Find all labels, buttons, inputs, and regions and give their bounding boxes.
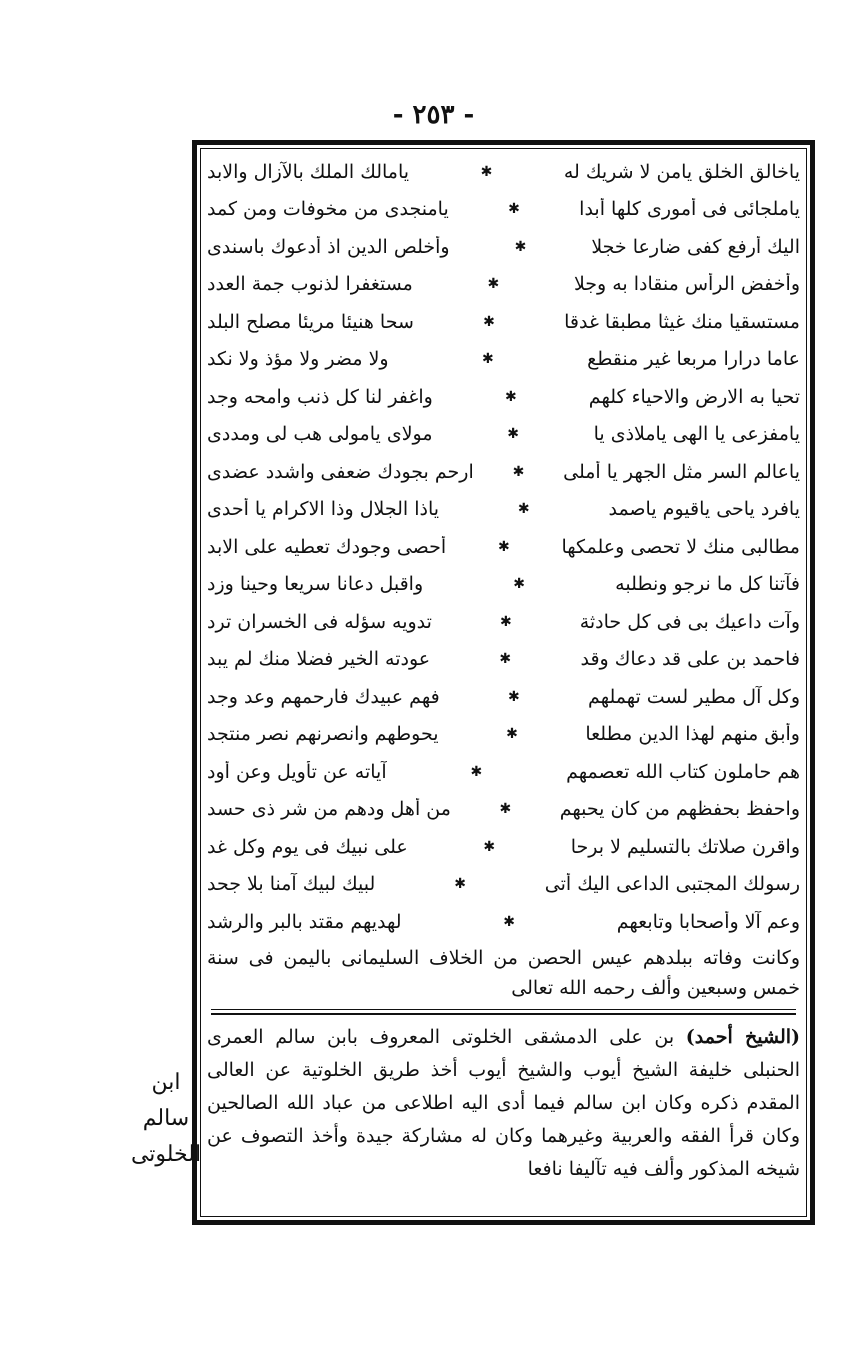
poem-verse <box>207 903 800 941</box>
verse-separator-star-icon: ✱ <box>483 838 496 855</box>
verse-second-hemistich: وأخلص الدين اذ أدعوك باسندى <box>207 235 450 258</box>
verse-second-hemistich: تدويه سؤله فى الخسران ترد <box>207 610 432 633</box>
verse-second-hemistich: عودته الخير فضلا منك لم يبد <box>207 648 431 671</box>
verse-first-hemistich: فآتنا كل ما نرجو ونطلبه <box>615 573 800 596</box>
poem-verse <box>207 678 800 716</box>
biography-text: بن على الدمشقى الخلوتى المعروف بابن سالم العمرى الحنبلى خليفة الشيخ أيوب والشيخ أيوب أخذ طريق الخلوتية عن العالى المقدم ذكره وكان ابن سالم فيما أدى اليه اطلاعى من عباد الله الصالحين وكان قرأ الفقه والعربية وغيرهما وكان له مشاركة جيدة وأخذ التصوف عن شيخه المذكور وألف فيه تآليفا نافعا <box>207 1025 800 1180</box>
poem-verse <box>207 566 800 604</box>
verse-separator-star-icon: ✱ <box>514 238 527 255</box>
verse-separator-star-icon: ✱ <box>506 726 518 743</box>
poem-verse <box>207 641 800 679</box>
verse-second-hemistich: من أهل ودهم من شر ذى حسد <box>207 798 451 821</box>
verse-second-hemistich: لهديهم مقتد بالبر والرشد <box>207 910 402 933</box>
verse-separator-star-icon: ✱ <box>503 913 516 930</box>
verse-separator-star-icon: ✱ <box>512 463 525 480</box>
poem-verse <box>207 603 800 641</box>
poem-verse <box>207 791 800 829</box>
verse-separator-star-icon: ✱ <box>499 801 512 818</box>
verse-first-hemistich: مطالبى منك لا تحصى وعلمكها <box>561 535 800 558</box>
verse-first-hemistich: وكل آل مطير لست تهملهم <box>588 685 800 708</box>
poem-verse <box>207 866 800 904</box>
verse-second-hemistich: واقبل دعانا سريعا وحينا وزد <box>207 573 424 596</box>
poem-verse <box>207 753 800 791</box>
verse-first-hemistich: واقرن صلاتك بالتسليم لا برحا <box>570 835 800 858</box>
verse-separator-star-icon: ✱ <box>487 276 500 293</box>
verse-first-hemistich: ياخالق الخلق يامن لا شريك له <box>563 160 800 183</box>
verse-first-hemistich: يافرد ياحى ياقيوم ياصمد <box>608 498 800 521</box>
verse-separator-star-icon: ✱ <box>507 688 520 705</box>
section-divider-thick <box>211 1013 796 1015</box>
verse-separator-star-icon: ✱ <box>497 538 510 555</box>
verse-separator-star-icon: ✱ <box>480 163 493 180</box>
verse-separator-star-icon: ✱ <box>508 201 520 218</box>
verse-first-hemistich: هم حاملون كتاب الله تعصمهم <box>566 760 800 783</box>
verse-first-hemistich: فاحمد بن على قد دعاك وقد <box>580 648 800 671</box>
poem-verse <box>207 716 800 754</box>
verse-separator-star-icon: ✱ <box>483 313 495 330</box>
verse-first-hemistich: اليك أرفع كفى ضارعا خجلا <box>591 235 800 258</box>
verse-separator-star-icon: ✱ <box>481 351 494 368</box>
verse-separator-star-icon: ✱ <box>517 501 530 518</box>
verse-separator-star-icon: ✱ <box>507 426 519 443</box>
verse-separator-star-icon: ✱ <box>499 651 512 668</box>
poem-verse <box>207 153 800 191</box>
verse-second-hemistich: أحصى وجودك تعطيه على الابد <box>207 535 447 558</box>
verse-second-hemistich: فهم عبيدك فارحمهم وعد وجد <box>207 685 440 708</box>
verse-second-hemistich: واغفر لنا كل ذنب وامحه وجد <box>207 385 433 408</box>
verse-first-hemistich: واحفظ بحفظهم من كان يحبهم <box>559 798 800 821</box>
verse-separator-star-icon: ✱ <box>470 763 483 780</box>
verse-second-hemistich: لبيك لبيك آمنا بلا جحد <box>207 873 376 896</box>
verse-first-hemistich: وأبق منهم لهذا الدين مطلعا <box>585 723 800 746</box>
text-frame <box>192 140 815 1225</box>
verse-first-hemistich: رسولك المجتبى الداعى اليك أتى <box>544 873 800 896</box>
poem-verse <box>207 528 800 566</box>
verse-second-hemistich: سحا هنيئا مريئا مصلح البلد <box>207 310 414 333</box>
verse-first-hemistich: وعم آلا وأصحابا وتابعهم <box>616 910 800 933</box>
verse-separator-star-icon: ✱ <box>504 388 517 405</box>
poem-verse <box>207 191 800 229</box>
verse-first-hemistich: مستسقيا منك غيثا مطبقا غدقا <box>564 310 800 333</box>
biography-paragraph <box>207 1021 800 1186</box>
verse-second-hemistich: مستغفرا لذنوب جمة العدد <box>207 273 413 296</box>
poem-verse <box>207 341 800 379</box>
verse-second-hemistich: يحوطهم وانصرنهم نصر منتجد <box>207 723 439 746</box>
verse-separator-star-icon: ✱ <box>454 876 466 893</box>
page-content <box>207 153 800 1212</box>
margin-note: ابن سالم الخلوتى <box>130 1070 202 1167</box>
poem-verse <box>207 828 800 866</box>
verse-second-hemistich: على نبيك فى يوم وكل غد <box>207 835 408 858</box>
page-number: - ٢٥٣ - <box>392 100 475 130</box>
verse-second-hemistich: ياذا الجلال وذا الاكرام يا أحدى <box>207 498 440 521</box>
closing-note: وكانت وفاته ببلدهم عيس الحصن من الخلاف السليمانى باليمن فى سنة خمس وسبعين وألف رحمه الله تعالى <box>207 946 800 999</box>
verse-first-hemistich: ياعالم السر مثل الجهر يا أملى <box>563 460 800 483</box>
verse-second-hemistich: مولاى يامولى هب لى ومددى <box>207 423 433 446</box>
section-divider-thin <box>211 1009 796 1010</box>
verse-first-hemistich: عاما درارا مربعا غير منقطع <box>587 348 800 371</box>
poem-verse <box>207 378 800 416</box>
verse-first-hemistich: وأخفض الرأس منقادا به وجلا <box>573 273 800 296</box>
verse-first-hemistich: تحيا به الارض والاحياء كلهم <box>588 385 800 408</box>
biography-subject-name: (الشيخ أحمد) <box>685 1025 801 1048</box>
poem <box>207 153 800 941</box>
verse-first-hemistich: ياملجائى فى أمورى كلها أبدا <box>579 198 800 221</box>
verse-second-hemistich: ولا مضر ولا مؤذ ولا نكد <box>207 348 389 371</box>
poem-verse <box>207 228 800 266</box>
verse-first-hemistich: وآت داعيك بى فى كل حادثة <box>579 610 800 633</box>
poem-verse <box>207 491 800 529</box>
poem-verse <box>207 266 800 304</box>
poem-verse <box>207 416 800 454</box>
verse-second-hemistich: يامنجدى من مخوفات ومن كمد <box>207 198 449 221</box>
verse-separator-star-icon: ✱ <box>499 613 512 630</box>
verse-separator-star-icon: ✱ <box>513 576 526 593</box>
verse-second-hemistich: يامالك الملك بالآزال والابد <box>207 160 410 183</box>
poem-verse <box>207 303 800 341</box>
verse-second-hemistich: ارحم بجودك ضعفى واشدد عضدى <box>207 460 474 483</box>
verse-first-hemistich: يامفزعى يا الهى ياملاذى يا <box>593 423 800 446</box>
verse-second-hemistich: آياته عن تأويل وعن أود <box>207 760 387 783</box>
poem-verse <box>207 453 800 491</box>
